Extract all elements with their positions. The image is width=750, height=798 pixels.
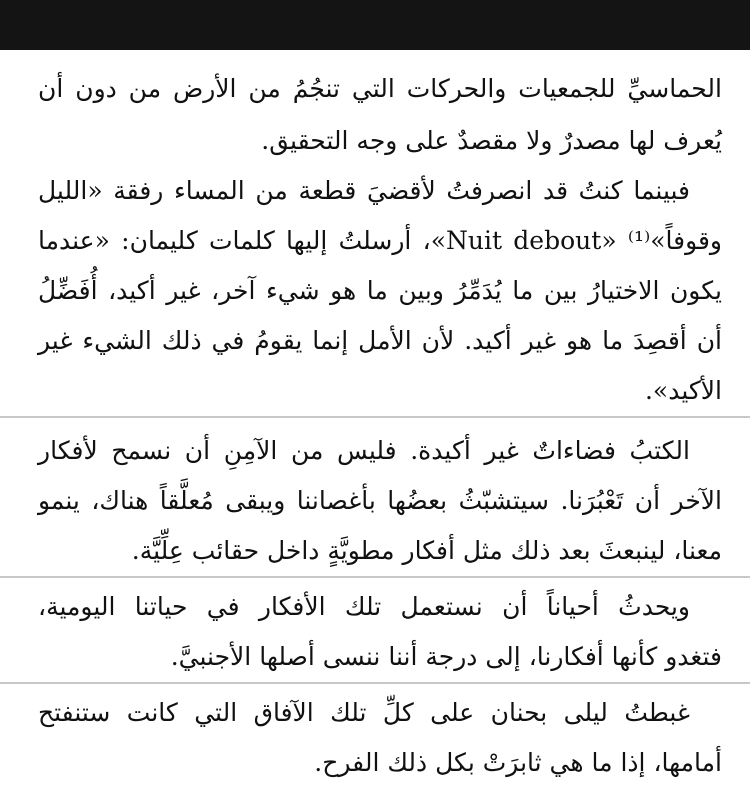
text-line: أمامها، إذا ما هي ثابرَتْ بكل ذلك الفرح. — [314, 748, 722, 777]
text-line: فبينما كنتُ قد انصرفتُ لأقضيَ قطعة من المساء رفقة «الليل — [38, 176, 690, 205]
text-line: ويحدثُ أحياناً أن نستعمل تلك الأفكار في حياتنا اليومية، — [38, 592, 690, 621]
text-line: الآخر أن تَعْبُرَنا. سيتشبّثُ بعضُها بأغصاننا ويبقى مُعلَّقاً هناك، ينمو — [38, 486, 722, 515]
page-divider — [0, 576, 750, 578]
text-line: يُعرف لها مصدرٌ ولا مقصدٌ على وجه التحقيق. — [261, 126, 722, 155]
text-line: غبطتُ ليلى بحنان على كلِّ تلك الآفاق التي كانت ستنفتح — [38, 698, 690, 727]
text-line: يكون الاختيارُ بين ما يُدَمِّرُ وبين ما هو شيء آخر، غير أكيد، أُفَضِّلُ — [38, 276, 722, 305]
text-line: الأكيد». — [644, 376, 722, 405]
text-line: الكتبُ فضاءاتٌ غير أكيدة. فليس من الآمِنِ أن نسمح لأفكار — [38, 436, 690, 465]
text-line: فتغدو كأنها أفكارنا، إلى درجة أننا ننسى أصلها الأجنبيَّ. — [170, 642, 722, 671]
text-line: أن أقصِدَ ما هو غير أكيد. لأن الأمل إنما يقومُ في ذلك الشيء غير — [38, 326, 722, 355]
book-page — [0, 50, 750, 798]
text-line: وقوفاً»⁽¹⁾ «Nuit debout»، أرسلتُ إليها كلمات كليمان: «عندما — [38, 226, 723, 255]
page-divider — [0, 416, 750, 418]
text-line: الحماسيِّ للجمعيات والحركات التي تنجُمُ من الأرض من دون أن — [38, 74, 722, 103]
page-divider — [0, 682, 750, 684]
text-line: معنا، لينبعثَ بعد ذلك مثل أفكار مطويَّةٍ داخل حقائب عِلِّيَّة. — [131, 536, 722, 565]
top-bar — [0, 0, 750, 50]
